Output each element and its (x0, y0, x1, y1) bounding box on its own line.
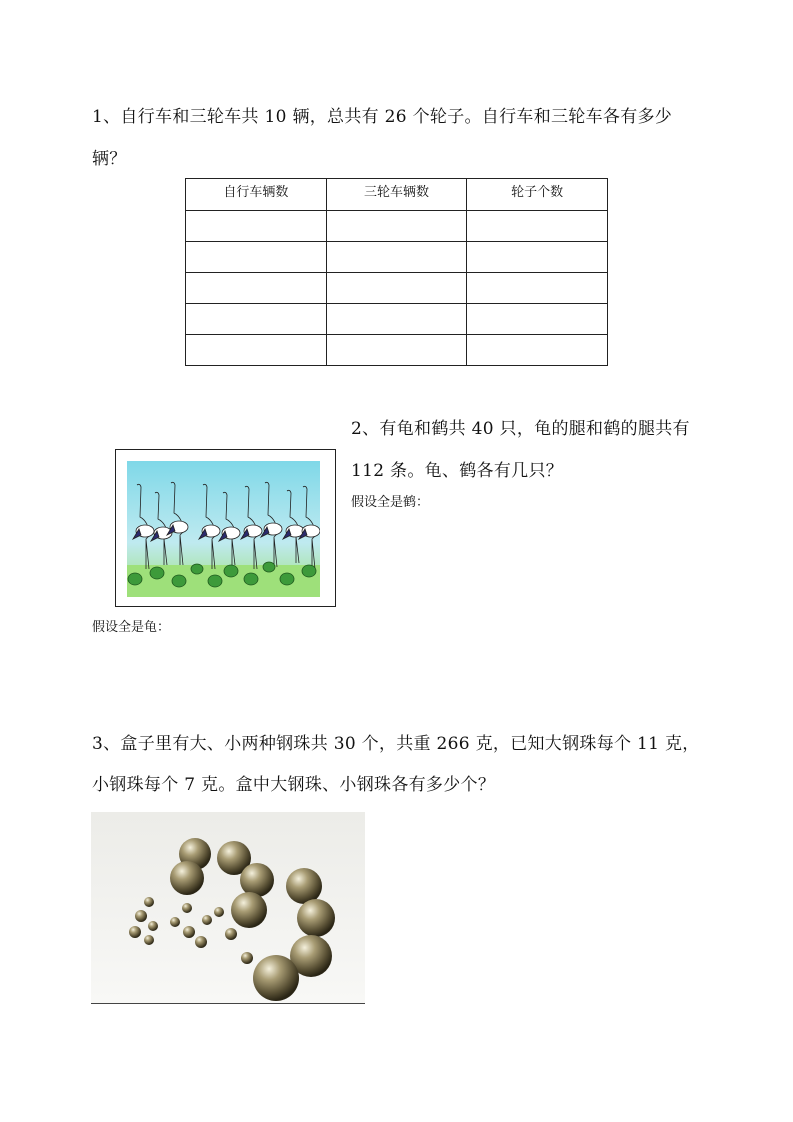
q2-text-line2: 112 条。龟、鹤各有几只？ (351, 461, 564, 481)
table-cell (326, 211, 467, 242)
table-row (186, 335, 608, 366)
q2-assume-turtle-label: 假设全是龟： (92, 620, 171, 635)
q3-text-line2: 小钢珠每个 7 克。盒中大钢珠、小钢珠各有多少个？ (92, 775, 496, 795)
table-cell (326, 273, 467, 304)
q2-text-line1: 2、有龟和鹤共 40 只，龟的腿和鹤的腿共有 (351, 419, 690, 439)
table-row (186, 273, 608, 304)
table-cell (186, 211, 327, 242)
steel-balls-photo (91, 812, 365, 1004)
table-cell (467, 335, 608, 366)
table-cell (186, 335, 327, 366)
q2-assume-crane-label: 假设全是鹤： (351, 495, 430, 510)
table-cell (326, 304, 467, 335)
q3-text-line1: 3、盒子里有大、小两种钢珠共 30 个，共重 266 克，已知大钢珠每个 11 克， (92, 734, 700, 754)
table-row (186, 304, 608, 335)
table-cell (326, 242, 467, 273)
table-cell (186, 242, 327, 273)
table-row (186, 211, 608, 242)
table-cell (467, 242, 608, 273)
table-cell (467, 304, 608, 335)
table-row (186, 242, 608, 273)
cranes-turtles-illustration (127, 461, 320, 597)
table-cell (186, 273, 327, 304)
table-cell (467, 273, 608, 304)
header-wheels: 轮子个数 (467, 179, 608, 211)
header-bicycles: 自行车辆数 (186, 179, 327, 211)
table-cell (467, 211, 608, 242)
q1-text-line1: 1、自行车和三轮车共 10 辆，总共有 26 个轮子。自行车和三轮车各有多少 (92, 107, 673, 127)
header-tricycles: 三轮车辆数 (326, 179, 467, 211)
table-header-row (186, 179, 608, 211)
table-cell (186, 304, 327, 335)
q1-answer-table (185, 178, 608, 366)
cranes-turtles-picture (115, 449, 336, 607)
table-cell (326, 335, 467, 366)
q1-text-line2: 辆？ (92, 149, 127, 169)
